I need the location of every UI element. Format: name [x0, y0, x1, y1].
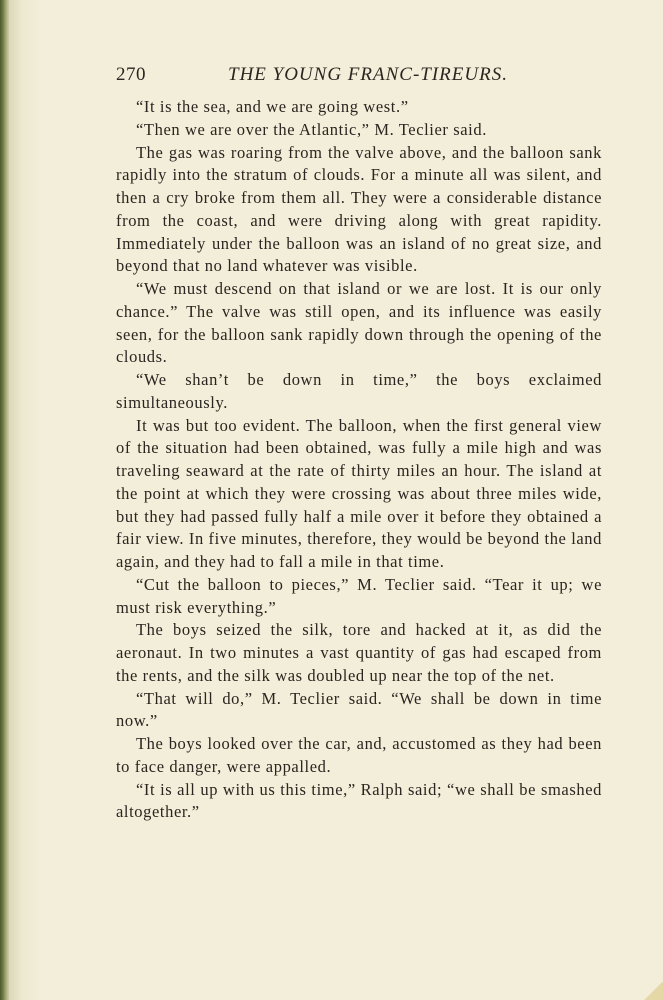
- paragraph: “That will do,” M. Teclier said. “We shall be down in time now.”: [116, 688, 602, 731]
- page-number: 270: [116, 64, 146, 85]
- page-corner: [643, 982, 663, 1000]
- paragraph: “Cut the balloon to pieces,” M. Teclier said. “Tear it up; we must risk everything.”: [116, 574, 602, 617]
- paragraph: “It is all up with us this time,” Ralph said; “we shall be smashed altogether.”: [116, 779, 602, 822]
- paragraph: “It is the sea, and we are going west.”: [136, 97, 409, 116]
- paragraph: The gas was roaring from the valve above, and the balloon sank rapidly into the stratum of clouds. For a minute all was silent, and then a cry broke from them all. They were a considerable distance from the coast, and were driving along with great rapidity. Immediately under the balloon was an island of no great size, and beyond that no land whatever was visible.: [116, 142, 602, 276]
- paragraph: The boys looked over the car, and, accustomed as they had been to face danger, were appalled.: [116, 734, 602, 776]
- paragraph: “We must descend on that island or we are lost. It is our only chance.” The valve was still open, and its influence was easily seen, for the balloon sank rapidly down through the opening of the clouds.: [116, 279, 602, 367]
- page-header: [116, 63, 606, 87]
- binding-edge: [0, 0, 9, 1000]
- paragraph: “We shan’t be down in time,” the boys exclaimed simultaneously.: [116, 370, 602, 412]
- paragraph: It was but too evident. The balloon, when the first general view of the situation had been obtained, was fully a mile high and was traveling seaward at the rate of thirty miles an hour. The island at the point at which they were crossing was about three miles wide, but they had passed fully half a mile over it before they obtained a fair view. In five minutes, therefore, they would be beyond the land again, and they had to fall a mile in that time.: [116, 415, 603, 571]
- body-text: [116, 96, 602, 824]
- running-title: THE YOUNG FRANC-TIREURS.: [228, 64, 508, 85]
- paragraph: The boys seized the silk, tore and hacked at it, as did the aeronaut. In two minutes a vast quantity of gas had escaped from the rents, and the silk was doubled up near the top of the net.: [116, 620, 602, 685]
- paragraph: “Then we are over the Atlantic,” M. Teclier said.: [136, 119, 487, 139]
